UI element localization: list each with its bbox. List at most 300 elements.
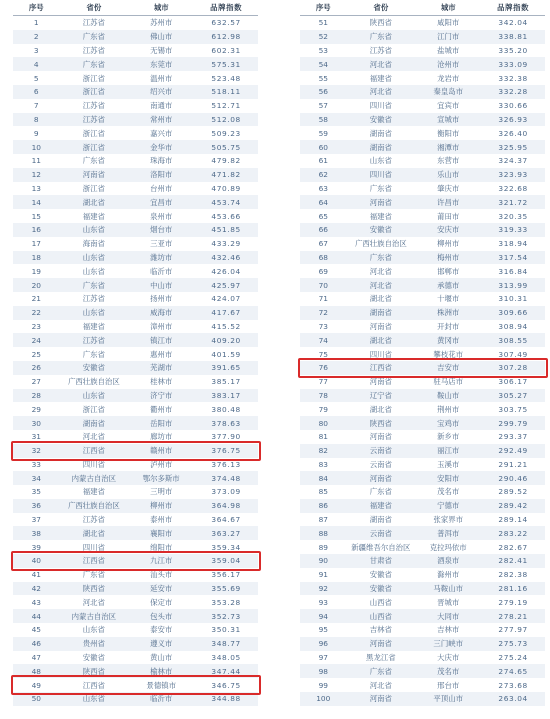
brand-index-cell: 374.48 [211,473,241,483]
rank-cell: 77 [318,377,328,387]
province-cell: 河南省 [369,197,392,207]
table-row [300,499,545,513]
province-cell: 广东省 [369,252,392,262]
city-cell: 绍兴市 [150,87,173,97]
city-cell: 泰安市 [150,625,173,635]
rank-cell: 45 [31,625,41,635]
table-body [13,16,258,706]
province-cell: 安徽省 [369,570,392,580]
brand-index-cell: 308.55 [498,335,528,345]
brand-index-cell: 308.94 [498,321,528,331]
province-cell: 四川省 [82,459,105,469]
province-cell: 广东省 [369,487,392,497]
brand-index-cell: 335.20 [498,45,528,55]
rank-cell: 15 [31,211,41,221]
city-cell: 宣城市 [437,114,460,124]
table-row [13,471,258,485]
province-cell: 江苏省 [82,18,105,28]
city-cell: 镇江市 [150,335,173,345]
table-row [13,582,258,596]
brand-index-cell: 373.09 [211,487,241,497]
table-row [300,209,545,223]
table-row [300,140,545,154]
city-cell: 马鞍山市 [433,584,463,594]
province-cell: 湖南省 [82,418,105,428]
table-row [300,347,545,361]
rank-cell: 73 [318,321,328,331]
city-cell: 东营市 [437,156,460,166]
province-cell: 福建省 [82,487,105,497]
brand-index-cell: 424.07 [211,294,241,304]
brand-index-cell: 350.31 [211,625,241,635]
brand-index-cell: 321.72 [498,197,528,207]
city-cell: 十堰市 [437,294,460,304]
province-cell: 云南省 [369,528,392,538]
brand-index-cell: 348.77 [211,639,241,649]
brand-index-cell: 518.11 [211,87,241,97]
table-row [13,499,258,513]
province-cell: 四川省 [82,542,105,552]
brand-index-cell: 289.14 [498,515,528,525]
table-row [13,320,258,334]
province-cell: 云南省 [369,459,392,469]
province-cell: 广东省 [82,156,105,166]
table-row [13,416,258,430]
province-cell: 江西省 [82,446,105,456]
rank-cell: 55 [318,73,328,83]
table-row [13,44,258,58]
brand-index-cell: 307.28 [498,363,528,373]
brand-index-cell: 263.04 [498,694,528,704]
table-row [13,195,258,209]
rank-cell: 67 [318,239,328,249]
brand-index-cell: 332.28 [498,87,528,97]
table-row [13,182,258,196]
province-cell: 湖南省 [369,515,392,525]
province-cell: 江西省 [82,680,105,690]
table-row [13,361,258,375]
brand-index-cell: 305.27 [498,390,528,400]
city-cell: 大同市 [437,611,460,621]
rank-cell: 94 [318,611,328,621]
table-row [300,44,545,58]
rank-cell: 26 [31,363,41,373]
brand-index-cell: 291.21 [498,459,528,469]
province-cell: 山东省 [82,225,105,235]
table-row [300,113,545,127]
brand-index-cell: 306.17 [498,377,528,387]
brand-index-cell: 512.71 [211,101,241,111]
brand-index-cell: 505.75 [211,142,241,152]
province-cell: 山东省 [82,252,105,262]
province-cell: 河南省 [369,432,392,442]
rank-cell: 75 [318,349,328,359]
city-cell: 鞍山市 [437,390,460,400]
rank-cell: 86 [318,501,328,511]
table-row [13,651,258,665]
table-row [300,30,545,44]
province-cell: 河南省 [369,694,392,704]
brand-index-cell: 355.69 [211,584,241,594]
table-row [13,347,258,361]
rank-cell: 95 [318,625,328,635]
brand-index-cell: 292.49 [498,446,528,456]
province-cell: 江苏省 [82,294,105,304]
province-cell: 安徽省 [82,653,105,663]
city-cell: 莆田市 [437,211,460,221]
rank-cell: 6 [33,87,39,97]
brand-index-cell: 278.21 [498,611,528,621]
province-cell: 浙江省 [82,73,105,83]
table-body [300,16,545,706]
province-cell: 贵州省 [82,639,105,649]
province-cell: 吉林省 [369,625,392,635]
brand-index-cell: 602.31 [211,45,241,55]
rank-cell: 92 [318,584,328,594]
province-cell: 四川省 [369,101,392,111]
city-cell: 咸阳市 [437,18,460,28]
brand-index-cell: 307.49 [498,349,528,359]
header-province: 省份 [86,3,102,12]
city-cell: 肇庆市 [437,183,460,193]
rank-cell: 91 [318,570,328,580]
brand-index-cell: 359.34 [211,542,241,552]
city-cell: 攀枝花市 [433,349,463,359]
rank-cell: 52 [318,32,328,42]
rank-cell: 97 [318,653,328,663]
brand-index-cell: 364.98 [211,501,241,511]
table-row [13,126,258,140]
rank-cell: 31 [31,432,41,442]
province-cell: 江西省 [369,363,392,373]
city-cell: 佛山市 [150,32,173,42]
rank-cell: 83 [318,459,328,469]
table-row [300,692,545,706]
city-cell: 新乡市 [437,432,460,442]
city-cell: 漳州市 [150,321,173,331]
table-row [13,402,258,416]
province-cell: 广东省 [82,349,105,359]
rank-cell: 57 [318,101,328,111]
table-row [13,85,258,99]
rank-cell: 13 [31,183,41,193]
city-cell: 大庆市 [437,653,460,663]
rank-cell: 39 [31,542,41,552]
rank-cell: 18 [31,252,41,262]
province-cell: 湖南省 [369,308,392,318]
table-row [13,306,258,320]
province-cell: 江西省 [82,556,105,566]
rank-cell: 32 [31,446,41,456]
table-row [300,582,545,596]
table-row [13,113,258,127]
brand-index-cell: 348.05 [211,653,241,663]
province-cell: 广东省 [369,666,392,676]
rank-cell: 93 [318,597,328,607]
rank-cell: 63 [318,183,328,193]
province-cell: 山东省 [82,308,105,318]
brand-index-cell: 415.52 [211,321,241,331]
province-cell: 河南省 [369,321,392,331]
brand-index-cell: 322.68 [498,183,528,193]
rank-cell: 9 [33,128,39,138]
province-cell: 福建省 [369,501,392,511]
brand-index-cell: 364.67 [211,515,241,525]
city-cell: 汕头市 [150,570,173,580]
table-row [13,223,258,237]
city-cell: 桂林市 [150,377,173,387]
rank-cell: 19 [31,266,41,276]
brand-index-cell: 282.38 [498,570,528,580]
city-cell: 景德镇市 [146,680,176,690]
rank-cell: 80 [318,418,328,428]
header-province: 省份 [373,3,389,12]
table-row [300,458,545,472]
city-cell: 吉安市 [437,363,460,373]
province-cell: 四川省 [369,349,392,359]
rank-cell: 50 [31,694,41,704]
province-cell: 湖北省 [369,335,392,345]
table-row [13,375,258,389]
brand-index-cell: 326.93 [498,114,528,124]
rank-cell: 84 [318,473,328,483]
brand-index-cell: 283.22 [498,528,528,538]
province-cell: 山东省 [82,266,105,276]
brand-index-cell: 353.28 [211,597,241,607]
province-cell: 海南省 [82,239,105,249]
table-row [300,402,545,416]
brand-index-cell: 471.82 [211,170,241,180]
province-cell: 陕西省 [82,584,105,594]
brand-index-cell: 378.63 [211,418,241,428]
brand-index-cell: 612.98 [211,32,241,42]
table-row [300,278,545,292]
province-cell: 安徽省 [369,114,392,124]
table-row [13,237,258,251]
table-row [13,568,258,582]
city-cell: 柳州市 [150,501,173,511]
city-cell: 沧州市 [437,59,460,69]
table-row [13,623,258,637]
city-cell: 茂名市 [437,666,460,676]
province-cell: 浙江省 [82,183,105,193]
table-row [13,16,258,30]
table-row [300,554,545,568]
city-cell: 克拉玛依市 [429,542,467,552]
province-cell: 广东省 [369,32,392,42]
header-city: 城市 [153,3,169,12]
brand-index-cell: 346.75 [211,680,241,690]
city-cell: 秦皇岛市 [433,87,463,97]
brand-index-cell: 273.68 [498,680,528,690]
province-cell: 陕西省 [369,18,392,28]
rank-cell: 48 [31,666,41,676]
rank-cell: 22 [31,308,41,318]
rank-cell: 36 [31,501,41,511]
rank-cell: 1 [33,18,39,28]
province-cell: 浙江省 [82,87,105,97]
rank-cell: 37 [31,515,41,525]
rank-cell: 56 [318,87,328,97]
city-cell: 无锡市 [150,45,173,55]
rank-cell: 27 [31,377,41,387]
province-cell: 广东省 [82,570,105,580]
city-cell: 临沂市 [150,266,173,276]
province-cell: 山西省 [369,611,392,621]
table-row [300,57,545,71]
province-cell: 河南省 [369,639,392,649]
table-row [300,651,545,665]
province-cell: 河北省 [369,87,392,97]
brand-index-cell: 289.42 [498,501,528,511]
brand-index-cell: 275.24 [498,653,528,663]
table-row [13,30,258,44]
province-cell: 浙江省 [82,142,105,152]
table-row [300,264,545,278]
province-cell: 山西省 [369,597,392,607]
brand-index-cell: 317.54 [498,252,528,262]
table-header [13,0,258,16]
brand-index-cell: 320.35 [498,211,528,221]
table-row [300,168,545,182]
brand-index-cell: 282.67 [498,542,528,552]
city-cell: 盐城市 [437,45,460,55]
city-cell: 玉溪市 [437,459,460,469]
brand-index-cell: 347.44 [211,666,241,676]
city-cell: 湘潭市 [437,142,460,152]
city-cell: 酒泉市 [437,556,460,566]
rank-cell: 53 [318,45,328,55]
province-cell: 河北省 [369,59,392,69]
table-row [300,85,545,99]
province-cell: 山东省 [82,625,105,635]
brand-index-cell: 512.08 [211,114,241,124]
city-cell: 台州市 [150,183,173,193]
province-cell: 河南省 [369,473,392,483]
brand-index-cell: 426.04 [211,266,241,276]
province-cell: 山东省 [82,694,105,704]
table-row [13,430,258,444]
rank-cell: 33 [31,459,41,469]
city-cell: 驻马店市 [433,377,463,387]
brand-index-cell: 470.89 [211,183,241,193]
rank-cell: 7 [33,101,39,111]
brand-index-cell: 385.17 [211,377,241,387]
table-row [13,209,258,223]
ranking-table-left [13,0,258,706]
table-row [300,361,545,375]
table-row [13,678,258,692]
city-cell: 苏州市 [150,18,173,28]
province-cell: 安徽省 [82,363,105,373]
city-cell: 乐山市 [437,170,460,180]
city-cell: 丽江市 [437,446,460,456]
brand-index-cell: 523.48 [211,73,241,83]
rank-cell: 34 [31,473,41,483]
city-cell: 芜湖市 [150,363,173,373]
province-cell: 安徽省 [369,584,392,594]
brand-index-cell: 279.19 [498,597,528,607]
rank-cell: 35 [31,487,41,497]
city-cell: 鄂尔多斯市 [142,473,180,483]
city-cell: 扬州市 [150,294,173,304]
city-cell: 烟台市 [150,225,173,235]
city-cell: 三明市 [150,487,173,497]
city-cell: 南通市 [150,101,173,111]
city-cell: 嘉兴市 [150,128,173,138]
city-cell: 宁德市 [437,501,460,511]
province-cell: 福建省 [369,211,392,221]
city-cell: 泸州市 [150,459,173,469]
city-cell: 保定市 [150,597,173,607]
rank-cell: 70 [318,280,328,290]
brand-index-cell: 453.74 [211,197,241,207]
city-cell: 襄阳市 [150,528,173,538]
table-row [13,485,258,499]
rank-cell: 62 [318,170,328,180]
table-row [300,430,545,444]
brand-index-cell: 433.29 [211,239,241,249]
city-cell: 惠州市 [150,349,173,359]
city-cell: 黄山市 [150,653,173,663]
rank-cell: 68 [318,252,328,262]
table-row [300,306,545,320]
header-rank: 序号 [28,3,44,12]
province-cell: 甘肃省 [369,556,392,566]
table-row [300,485,545,499]
brand-index-cell: 325.95 [498,142,528,152]
rank-cell: 76 [318,363,328,373]
city-cell: 济宁市 [150,390,173,400]
brand-index-cell: 359.04 [211,556,241,566]
city-cell: 晋城市 [437,597,460,607]
table-row [300,526,545,540]
brand-index-cell: 332.38 [498,73,528,83]
table-row [300,444,545,458]
city-cell: 岳阳市 [150,418,173,428]
city-cell: 黄冈市 [437,335,460,345]
city-cell: 许昌市 [437,197,460,207]
province-cell: 江苏省 [82,45,105,55]
table-row [300,513,545,527]
header-brand-index: 品牌指数 [497,3,530,12]
rank-cell: 40 [31,556,41,566]
brand-index-cell: 575.31 [211,59,241,69]
table-row [300,320,545,334]
rank-cell: 99 [318,680,328,690]
brand-index-cell: 290.46 [498,473,528,483]
city-cell: 临沂市 [150,694,173,704]
city-cell: 龙岩市 [437,73,460,83]
province-cell: 湖北省 [369,294,392,304]
city-cell: 威海市 [150,308,173,318]
brand-index-cell: 303.75 [498,404,528,414]
table-row [300,333,545,347]
city-cell: 安阳市 [437,473,460,483]
rank-cell: 51 [318,18,328,28]
brand-index-cell: 313.99 [498,280,528,290]
rank-cell: 64 [318,197,328,207]
rank-cell: 42 [31,584,41,594]
rank-cell: 88 [318,528,328,538]
city-cell: 承德市 [437,280,460,290]
city-cell: 中山市 [150,280,173,290]
city-cell: 宝鸡市 [437,418,460,428]
table-row [13,513,258,527]
city-cell: 滁州市 [437,570,460,580]
city-cell: 廊坊市 [150,432,173,442]
province-cell: 广东省 [82,59,105,69]
